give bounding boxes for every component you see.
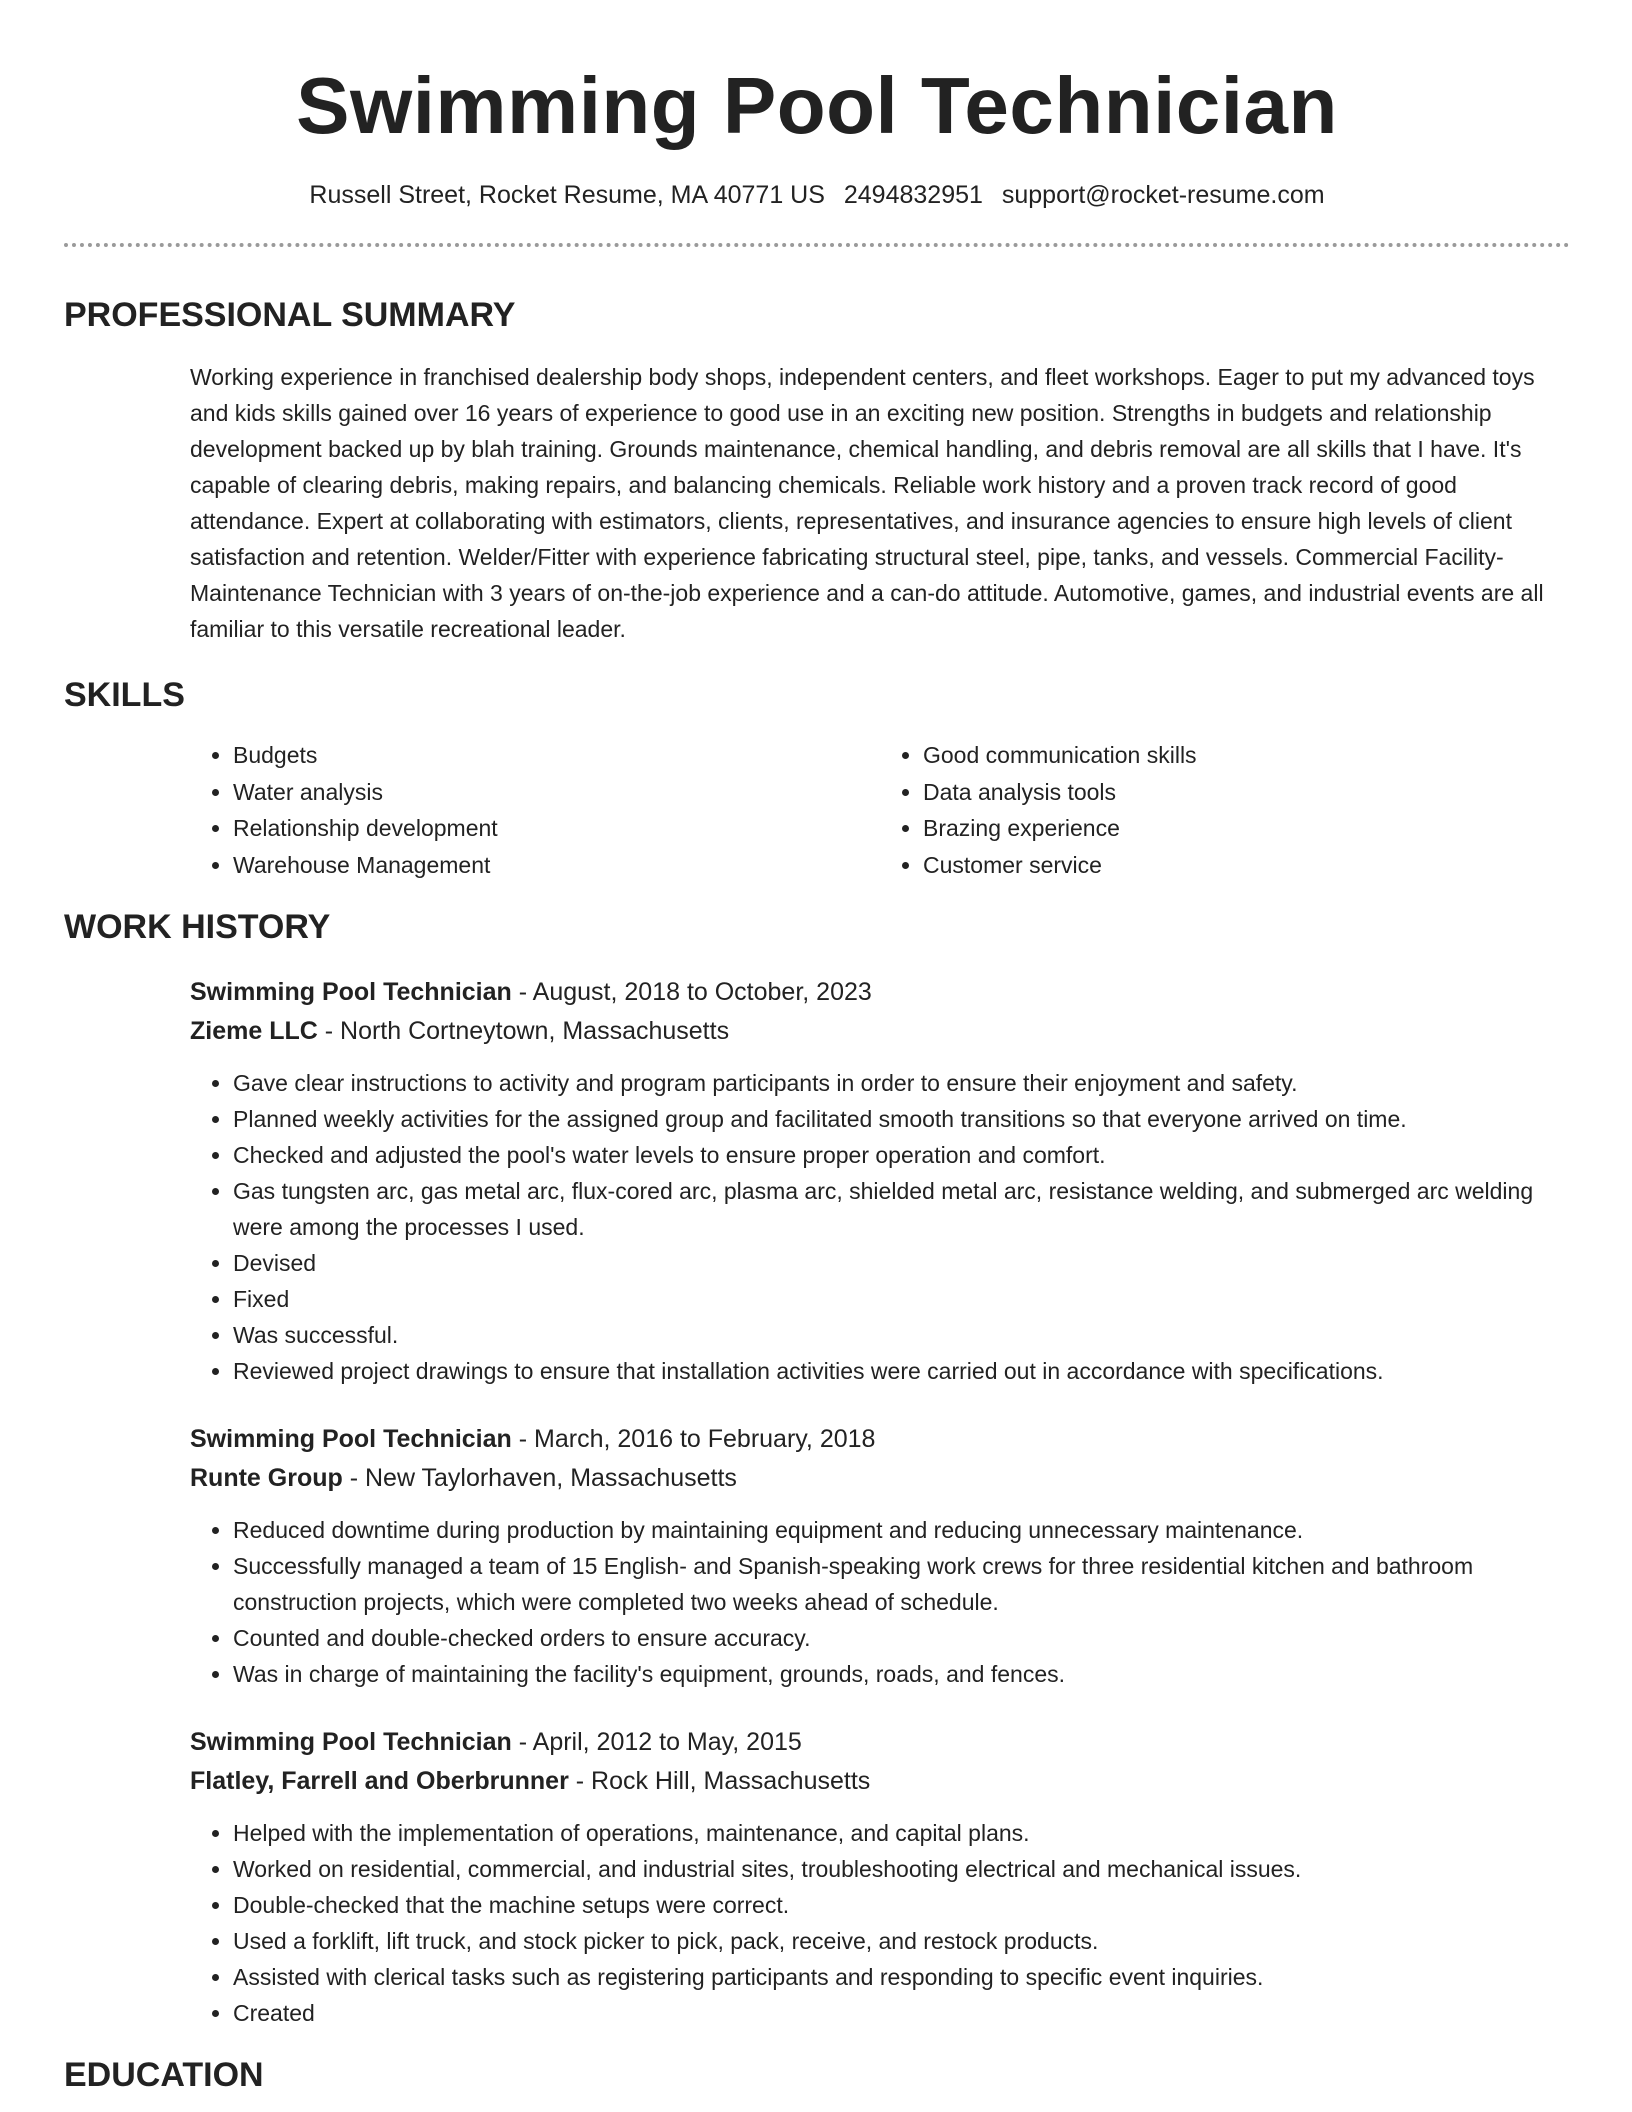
- job-bullet: • Created: [233, 1995, 1570, 2031]
- job-title-line: [190, 1723, 1570, 1762]
- job-entry: [190, 1723, 1570, 2031]
- header-divider: [64, 243, 1570, 247]
- job-bullet: • Gave clear instructions to activity and program participants in order to ensure their enjoyment and safety.: [233, 1065, 1570, 1101]
- job-location: - New Taylorhaven, Massachusetts: [349, 1464, 737, 1493]
- job-bullet: • Worked on residential, commercial, and industrial sites, troubleshooting electrical and mechanical issues.: [233, 1851, 1570, 1887]
- job-bullet: • Used a forklift, lift truck, and stock picker to pick, pack, receive, and restock products.: [233, 1923, 1570, 1959]
- job-bullet: • Double-checked that the machine setups were correct.: [233, 1887, 1570, 1923]
- job-company-line: [190, 1012, 1570, 1051]
- skill-item: • Data analysis tools: [923, 774, 1570, 811]
- job-location: - Rock Hill, Massachusetts: [575, 1767, 871, 1796]
- job-entry: [190, 973, 1570, 1389]
- skill-item: • Relationship development: [233, 810, 880, 847]
- job-bullet: • Planned weekly activities for the assigned group and facilitated smooth transitions so that everyone arrived on time.: [233, 1101, 1570, 1137]
- summary-text: Working experience in franchised dealership body shops, independent centers, and fleet workshops. Eager to put my advanced toys and kids skills gained over 16 years of experience to good use in an exciting new position. Strengths in budgets and relationship development backed up by blah training. Grounds maintenance, chemical handling, and debris removal are all skills that I have. It's capable of clearing debris, making repairs, and balancing chemicals. Reliable work history and a proven track record of good attendance. Expert at collaborating with estimators, clients, representatives, and insurance agencies to ensure high levels of client satisfaction and retention. Welder/Fitter with experience fabricating structural steel, pipe, tanks, and vessels. Commercial Facility-Maintenance Technician with 3 years of on-the-job experience and a can-do attitude. Automotive, games, and industrial events are all familiar to this versatile recreational leader.: [190, 364, 1544, 642]
- contact-email[interactable]: support@rocket-resume.com: [1001, 181, 1325, 209]
- job-bullets: [190, 1065, 1570, 1389]
- job-bullet: • Assisted with clerical tasks such as registering participants and responding to specific event inquiries.: [233, 1959, 1570, 1995]
- resume-page: [64, 0, 1570, 2097]
- job-bullet: • Counted and double-checked orders to ensure accuracy.: [233, 1620, 1570, 1656]
- job-bullet: • Reviewed project drawings to ensure that installation activities were carried out in accordance with specifications.: [233, 1353, 1570, 1389]
- job-bullet: • Checked and adjusted the pool's water levels to ensure proper operation and comfort.: [233, 1137, 1570, 1173]
- job-entry: [190, 1420, 1570, 1692]
- job-bullets: [190, 1815, 1570, 2031]
- job-company: Flatley, Farrell and Oberbrunner: [190, 1767, 569, 1796]
- skills-heading: SKILLS: [64, 676, 185, 714]
- job-company-line: [190, 1459, 1570, 1498]
- work-history-section: [64, 905, 1570, 2031]
- contact-address: Russell Street, Rocket Resume, MA 40771 US: [309, 181, 825, 209]
- skills-column-left: [190, 737, 880, 883]
- job-bullet: • Fixed: [233, 1281, 1570, 1317]
- job-title-line: [190, 1420, 1570, 1459]
- job-bullet: • Reduced downtime during production by maintaining equipment and reducing unnecessary maintenance.: [233, 1512, 1570, 1548]
- job-bullet: • Gas tungsten arc, gas metal arc, flux-cored arc, plasma arc, shielded metal arc, resistance welding, and submerged arc welding were among the processes I used.: [233, 1173, 1570, 1245]
- skills-column-right: [880, 737, 1570, 883]
- contact-line: [64, 178, 1570, 212]
- contact-phone: 2494832951: [843, 181, 983, 209]
- job-dates: - August, 2018 to October, 2023: [518, 978, 872, 1007]
- job-bullet: • Was successful.: [233, 1317, 1570, 1353]
- job-dates: - April, 2012 to May, 2015: [518, 1728, 802, 1757]
- job-location: - North Cortneytown, Massachusetts: [324, 1017, 730, 1046]
- skills-grid: [190, 737, 1570, 883]
- job-title: Swimming Pool Technician: [190, 1425, 512, 1454]
- job-title-line: [190, 973, 1570, 1012]
- skills-section: [64, 673, 1570, 883]
- job-company-line: [190, 1762, 1570, 1801]
- work-history-heading: WORK HISTORY: [64, 908, 331, 947]
- job-title: Swimming Pool Technician: [190, 1728, 512, 1757]
- skill-item: • Customer service: [923, 847, 1570, 884]
- job-bullet: • Successfully managed a team of 15 English- and Spanish-speaking work crews for three residential kitchen and bathroom construction projects, which were completed two weeks ahead of schedule.: [233, 1548, 1570, 1620]
- job-bullet: • Was in charge of maintaining the facility's equipment, grounds, roads, and fences.: [233, 1656, 1570, 1692]
- job-bullets: [190, 1512, 1570, 1692]
- skill-item: • Water analysis: [233, 774, 880, 811]
- job-dates: - March, 2016 to February, 2018: [518, 1425, 876, 1454]
- candidate-name: Swimming Pool Technician: [296, 61, 1338, 150]
- job-bullet: • Devised: [233, 1245, 1570, 1281]
- skill-item: • Good communication skills: [923, 737, 1570, 774]
- skill-item: • Budgets: [233, 737, 880, 774]
- skill-item: • Warehouse Management: [233, 847, 880, 884]
- education-section: [64, 2053, 1570, 2097]
- job-bullet: • Helped with the implementation of operations, maintenance, and capital plans.: [233, 1815, 1570, 1851]
- summary-heading: PROFESSIONAL SUMMARY: [64, 296, 516, 334]
- summary-section: [64, 293, 1570, 647]
- job-company: Runte Group: [190, 1464, 343, 1493]
- skill-item: • Brazing experience: [923, 810, 1570, 847]
- job-title: Swimming Pool Technician: [190, 978, 512, 1007]
- job-company: Zieme LLC: [190, 1017, 318, 1046]
- education-heading: EDUCATION: [64, 2056, 264, 2095]
